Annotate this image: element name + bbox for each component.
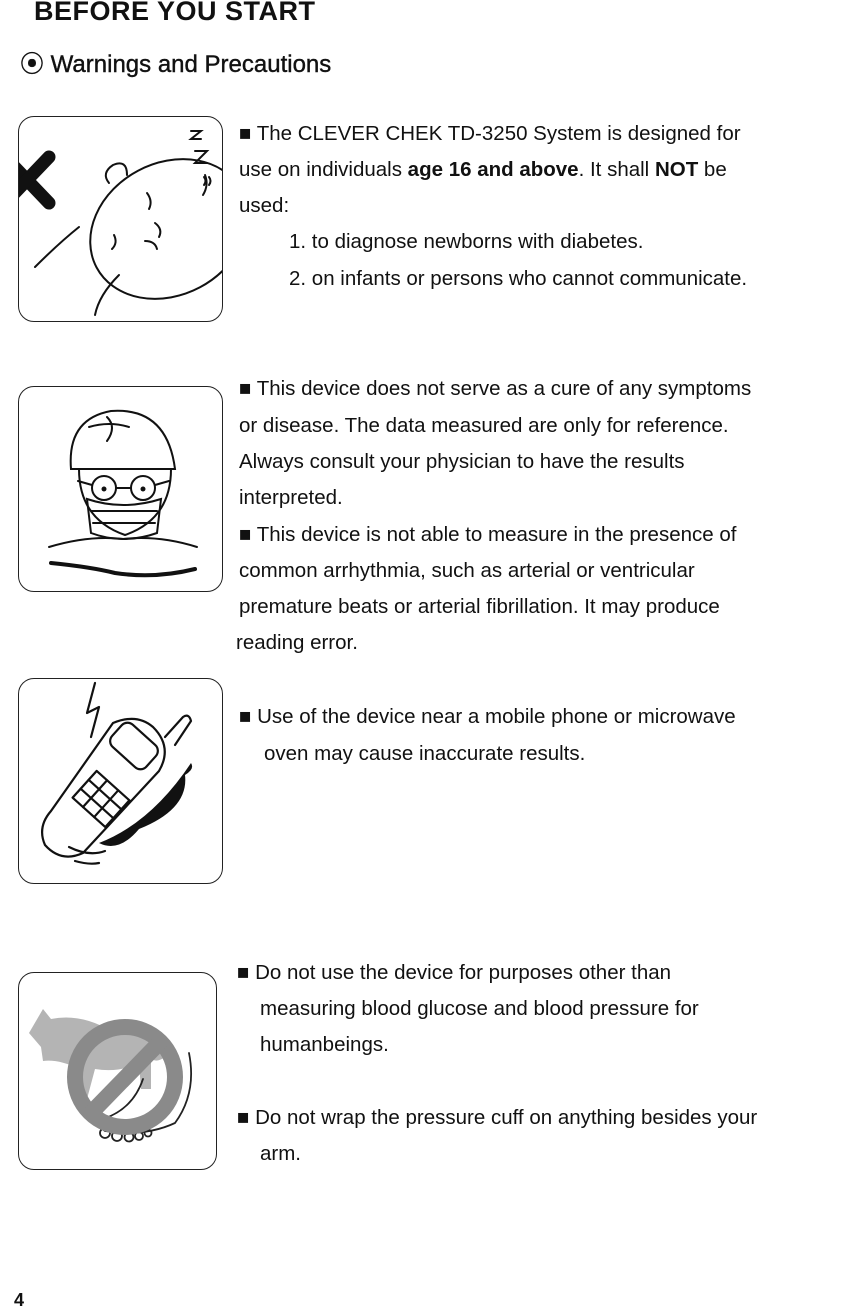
warning-2-line-6: common arrhythmia, such as arterial or ventricular [239, 559, 695, 582]
section-title [20, 44, 331, 79]
warning-2-line-8: reading error. [236, 631, 358, 654]
warning-1-line-2 [239, 152, 727, 188]
warning-4-line-1: ■ Do not use the device for purposes other than [237, 961, 672, 984]
warning-1-item-2: 2. on infants or persons who cannot communicate. [289, 267, 748, 290]
warning-1-line-3: used: [239, 194, 290, 217]
warning-2-line-2: or disease. The data measured are only for reference. [239, 414, 729, 437]
warning-4-line-3: humanbeings. [260, 1033, 389, 1056]
warning-3-line-2: oven may cause inaccurate results. [264, 742, 586, 765]
warning-1-line-1: ■ The CLEVER CHEK TD-3250 System is designed for [239, 122, 741, 145]
warning-4-line-5: arm. [260, 1142, 301, 1165]
warning-1-item-1: 1. to diagnose newborns with diabetes. [289, 230, 644, 253]
age-requirement: age 16 and above [407, 158, 579, 181]
section-bullet-icon: ⦿ [20, 51, 44, 78]
warning-4-line-4: ■ Do not wrap the pressure cuff on anything besides your [237, 1106, 758, 1129]
mobile-phone-interference-icon [18, 678, 223, 884]
warning-1-text: use on individuals [239, 158, 408, 181]
warning-3-line-1: ■ Use of the device near a mobile phone or microwave [239, 705, 736, 728]
warning-2-line-7: premature beats or arterial fibrillation. It may produce [239, 595, 720, 618]
warning-2-line-4: interpreted. [239, 486, 343, 509]
warning-2-line-5: ■ This device is not able to measure in the presence of [239, 523, 737, 546]
page-number: 4 [14, 1290, 25, 1310]
sleeping-infant-crossed-icon [18, 116, 223, 322]
no-animals-icon [18, 972, 217, 1170]
page-heading: BEFORE YOU START [34, 0, 316, 26]
warning-1-text: be [698, 158, 727, 181]
section-title-text: Warnings and Precautions [50, 51, 332, 78]
warning-2-line-1: ■ This device does not serve as a cure of any symptoms [239, 377, 752, 400]
not-emphasis: NOT [654, 158, 699, 181]
warning-4-line-2: measuring blood glucose and blood pressure for [260, 997, 699, 1020]
warning-1-text: . It shall [578, 158, 655, 181]
physician-icon [18, 386, 223, 592]
warning-2-line-3: Always consult your physician to have the results [239, 450, 685, 473]
